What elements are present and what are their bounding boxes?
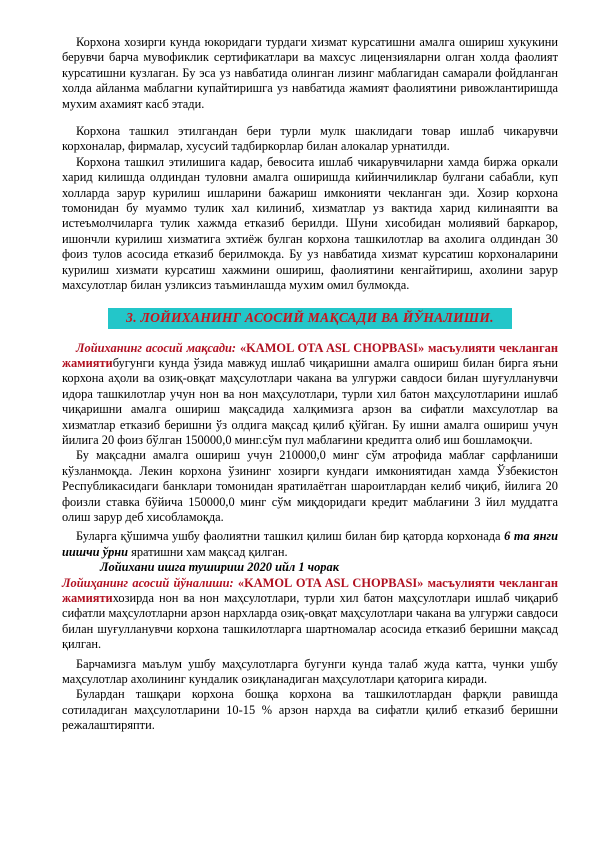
direction-label: Лойиҳанинг асосий йўналиши: (62, 575, 234, 590)
goal-text: бугунги кунда ўзида мавжуд ишлаб чиқаришни амалга ошириш билан бирга яъни корхона аҳоли ва озиқ-овқат маҳсулотлари чакана ва улгуржи савдоси билан шуғулланувчи идора ташкилотлар учун нон ва нон маҳсулотлари, турли хил батон маҳсулотларини ишлаб чиқаришни амалга ошириш мақсадида халқимизга арзон ва сифатли махсулотлар ва хизматлар етказиб беришни ўз олдига мақсад қилиб қўйган. Бу ишни амалга ошириш учун йилига 20 фоиз бўлган 150000,0 минг.сўм пул маблағини кредитга олиб иш бошламоқчи. (62, 355, 558, 447)
goal-company: «KAMOL OTA ASL CHOPBASI» масъулияти чекланган жамияти (62, 340, 558, 370)
goal-paragraph (62, 341, 558, 449)
price-paragraph: Булардан ташқари корхона бошқа корхона ва ташкилотлардан фарқли равишда сотиладиган маҳсулотларини 10-15 % арзон нархда ва сифатли қилиб етказиб беришни режалаштиряпти. (62, 687, 558, 733)
direction-text: хозирда нон ва нон маҳсулотлари, турли хил батон маҳсулотлари ишлаб чиқариб сифатли маҳсулотларни арзон нархларда озиқ-овқат маҳсулотлари чакана ва улгуржи савдоси билан шуғулланувчи корхона ташкилотларга шартномалар асосида етказиб беришни мақсад қилган. (62, 591, 558, 652)
jobs-highlight: 6 та янги иишчи ўрни (62, 529, 559, 559)
direction-paragraph (62, 576, 558, 653)
section-heading-wrap (62, 308, 558, 329)
direction-company: «KAMOL OTA ASL CHOPBASI» масъулияти чекланган жамияти (62, 575, 558, 605)
section-heading: 3. ЛОЙИХАНИНГ АСОСИЙ МАҚСАДИ ВА ЙЎНАЛИШИ. (108, 308, 512, 329)
document-page (62, 35, 558, 734)
intro-paragraph-3: Корхона ташкил этилишига кадар, бевосита ишлаб чикарувчиларни хамда биржа оркали харид килишда олдиндан туловни амалга оширишда кийинчиликлар булгани сабабли, куп холларда зарур курилиш ишларини бажариш имконияти чекланган эди. Хозир корхона томонидан бу муаммо тулик хал килиниб, хизматлар уз вактида харид килинаяпти ва истеъмолчиларга тулик хажмда етказиб берилди. Шуни хисобидан молиявий баркарор, ишончли курилиш хизматига эхтиёж булган корхона ташкилотлар ва ахолига олдиндан 30 фоиз тулов асосида етказиб берилмокда. Бу уз навбатида хизмат курсатиш корхоналарини курилиш хизмати курсатиш хажмини ошириш, фаолиятини кенгайтириш, ахолини зарур махсулотлар билан узликсиз таъминлашда мухим омил булмокда. (62, 154, 558, 293)
jobs-paragraph (62, 529, 558, 560)
jobs-after: яратишни хам мақсад қилган. (128, 544, 288, 559)
goal-label: Лойиханинг асосий мақсади: (76, 340, 237, 355)
funds-paragraph: Бу мақсадни амалга ошириш учун 210000,0 минг сўм атрофида маблағ сарфланиши кўзланмоқда. Лекин корхона ўзининг хозирги кундаги имкониятидан хамда Ўзбекистон Республикасидаги банклари томонидан яратилаётган шароитлардан келиб чиқиб, йилига 20 фоизли ставка бўйича 150000,0 минг сўм миқдоридаги кредит маблағини 3 йил муддатга олиш зарур деб хисобламоқда. (62, 448, 558, 524)
jobs-before: Буларга қўшимча ушбу фаолиятни ташкил қилиш билан бир қаторда корхонада (76, 529, 505, 544)
intro-paragraph-2: Корхона ташкил этилгандан бери турли мулк шаклидаги товар ишлаб чикарувчи корхоналар, фирмалар, хусусий тадбиркорлар билан алокалар урнатилди. (62, 124, 558, 154)
launch-line: Лойихани ишга тушириш 2020 ийл 1 чорак (100, 560, 339, 575)
intro-paragraph-1: Корхона хозирги кунда юкоридаги турдаги хизмат курсатишни амалга ошириш хукукини берувчи барча мувофиклик сертификатлари ва махсус лицензияларни олган холда фаолият курсатишни кузлаган. Бу эса уз навбатида олинган лизинг маблагидан самарали фойдланган холда айланма маблагни купайтиришга уз навбатида жамият фаолиятини ривожлантиришда мухим ахамият касб этади. (62, 35, 558, 111)
demand-paragraph: Барчамизга маълум ушбу маҳсулотларга бугунги кунда талаб жуда катта, чунки ушбу маҳсулотлар ахолининг кундалик озиқланадиган маҳсулотлари қаторига киради. (62, 656, 558, 687)
